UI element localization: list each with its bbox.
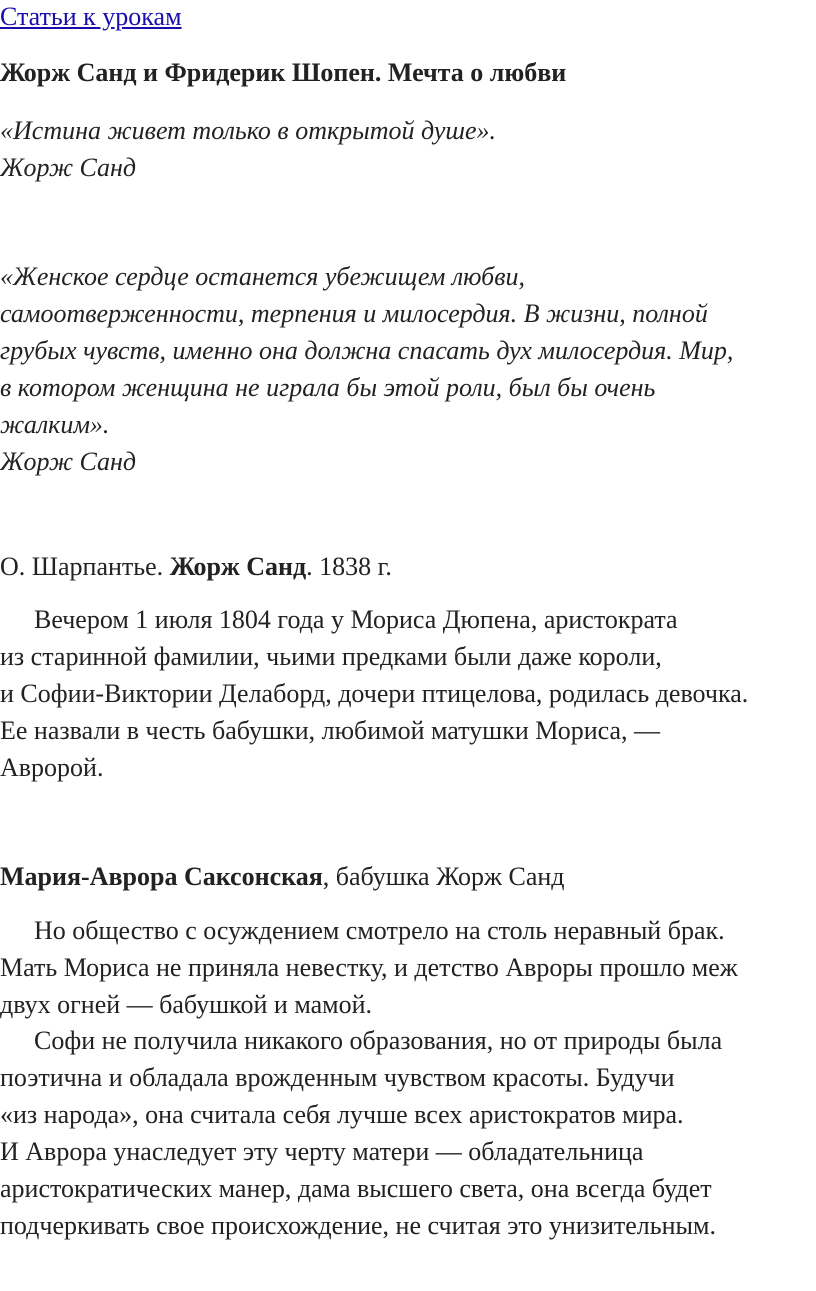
- quote-line: самоотверженности, терпения и милосердия. В жизни, полной: [0, 299, 708, 328]
- paragraph-line: аристократических манер, дама высшего света, она всегда будет: [0, 1174, 712, 1203]
- articles-for-lessons-link[interactable]: Статьи к урокам: [0, 2, 182, 31]
- quote-line: в котором женщина не играла бы этой роли, был бы очень: [0, 373, 656, 402]
- caption-suffix: . 1838 г.: [306, 552, 392, 581]
- paragraph-line: Ее назвали в честь бабушки, любимой матушки Мориса, —: [0, 716, 661, 745]
- paragraph-society: [0, 912, 816, 1023]
- caption-prefix: О. Шарпантье.: [0, 552, 170, 581]
- paragraph-line: подчеркивать свое происхождение, не считая это унизительным.: [0, 1211, 716, 1240]
- paragraph-line: и Софии-Виктории Делаборд, дочери птицелова, родилась девочка.: [0, 679, 749, 708]
- paragraph-line: Софи не получила никакого образования, но от природы была: [34, 1026, 723, 1055]
- paragraph-birth: [0, 601, 816, 786]
- portrait-caption: [0, 548, 392, 585]
- epigraph-quote-1: [0, 112, 496, 186]
- article-title: Жорж Санд и Фридерик Шопен. Мечта о любви: [0, 58, 567, 87]
- paragraph-line: из старинной фамилии, чьими предками были даже короли,: [0, 642, 662, 671]
- paragraph-line: «из народа», она считала себя лучше всех аристократов мира.: [0, 1100, 684, 1129]
- quote-text: «Истина живет только в открытой душе».: [0, 116, 497, 145]
- paragraph-line: двух огней — бабушкой и мамой.: [0, 990, 372, 1019]
- epigraph-quote-2: [0, 258, 733, 480]
- paragraph-line: И Аврора унаследует эту черту матери — обладательница: [0, 1137, 644, 1166]
- caption-name: Мария-Аврора Саксонская: [0, 862, 323, 891]
- grandmother-caption: [0, 858, 565, 895]
- quote-line: грубых чувств, именно она должна спасать дух милосердия. Мир,: [0, 336, 734, 365]
- paragraph-line: Но общество с осуждением смотрело на столь неравный брак.: [34, 916, 725, 945]
- paragraph-line: Авророй.: [0, 753, 104, 782]
- quote-line: «Женское сердце останется убежищем любви,: [0, 262, 526, 291]
- caption-name: Жорж Санд: [169, 552, 307, 581]
- quote-line: жалким».: [0, 410, 110, 439]
- paragraph-line: Вечером 1 июля 1804 года у Мориса Дюпена, аристократа: [34, 605, 678, 634]
- paragraph-line: Мать Мориса не приняла невестку, и детство Авроры прошло меж: [0, 953, 738, 982]
- quote-author: Жорж Санд: [0, 447, 137, 476]
- paragraph-line: поэтична и обладала врожденным чувством красоты. Будучи: [0, 1063, 675, 1092]
- paragraph-sophie: [0, 1022, 816, 1244]
- caption-suffix: , бабушка Жорж Санд: [322, 862, 565, 891]
- quote-author: Жорж Санд: [0, 153, 137, 182]
